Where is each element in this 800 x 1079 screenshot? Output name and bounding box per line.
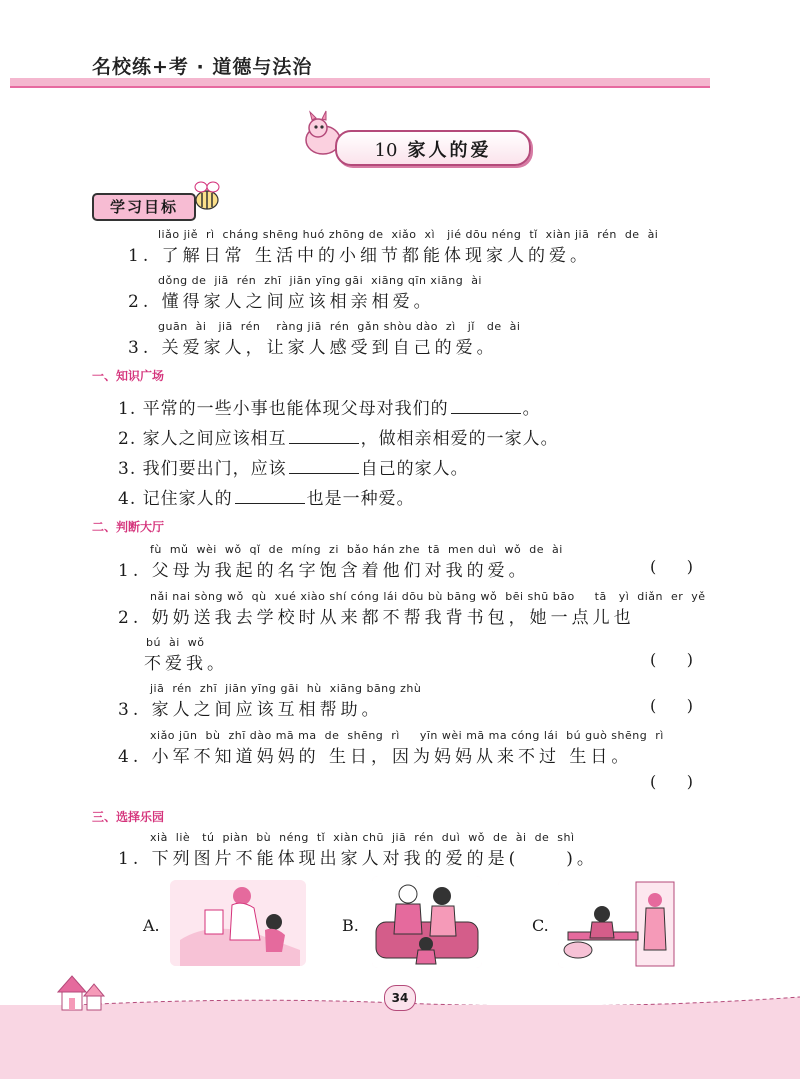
goals-label: 学习目标	[92, 193, 196, 221]
judge-4-text: 4. 小军不知道妈妈的 生日，因为妈妈从来不过 生日。	[118, 747, 633, 767]
judge-3-text: 3. 家人之间应该互相帮助。	[118, 700, 383, 720]
option-b-label[interactable]: B.	[342, 916, 359, 935]
chapter-number: 10	[374, 140, 398, 161]
footer-band	[0, 1005, 800, 1079]
section1-item-1: 1. 平常的一些小事也能体现父母对我们的 。	[118, 399, 541, 419]
choice-1-text: 1. 下列图片不能体现出家人对我的爱的是( )。	[118, 849, 598, 869]
goal-3-pinyin: guān ài jiā rén ràng jiā rén gǎn shòu dào zì jǐ de ài	[158, 320, 521, 333]
option-c-label[interactable]: C.	[532, 916, 549, 935]
answer-blank[interactable]	[235, 487, 305, 504]
header-bar-line	[10, 86, 710, 88]
header-bar	[10, 78, 710, 86]
header-title: 名校练+考 · 道德与法治	[92, 56, 313, 78]
option-c-image[interactable]	[558, 880, 678, 968]
judge-2-text: 2. 奶奶送我去学校时从来都不帮我背书包，她一点儿也	[118, 608, 635, 628]
option-a-image[interactable]	[170, 880, 306, 966]
option-a-label[interactable]: A.	[143, 916, 160, 935]
chapter-banner	[335, 130, 531, 166]
chapter-title: 家人的爱	[407, 140, 492, 161]
judge-2-pinyin-line2: bú ài wǒ	[146, 636, 205, 649]
judge-3-pinyin: jiā rén zhī jiān yīng gāi hù xiāng bāng zhù	[150, 682, 422, 695]
answer-blank[interactable]	[451, 397, 521, 414]
choice-1-pinyin: xià liè tú piàn bù néng tǐ xiàn chū jiā rén duì wǒ de ài de shì	[150, 831, 575, 844]
section3-title: 三、选择乐园	[92, 810, 165, 824]
goal-1-text: 1. 了解日常 生活中的小细节都能体现家人的爱。	[128, 246, 592, 266]
section1-item-4: 4. 记住家人的 也是一种爱。	[118, 489, 415, 509]
goal-1-pinyin: liǎo jiě rì cháng shēng huó zhōng de xiǎo xì jié dōu néng tǐ xiàn jiā rén de ài	[158, 228, 659, 241]
judge-1-pinyin: fù mǔ wèi wǒ qǐ de míng zi bǎo hán zhe tā men duì wǒ de ài	[150, 543, 563, 556]
judge-1-text: 1. 父母为我起的名字饱含着他们对我的爱。	[118, 561, 530, 581]
judge-3-answer[interactable]: ( )	[650, 696, 693, 715]
goal-3-text: 3. 关爱家人，让家人感受到自己的爱。	[128, 338, 498, 358]
section1-item-2: 2. 家人之间应该相互 ，做相亲相爱的一家人。	[118, 429, 559, 449]
judge-4-answer[interactable]: ( )	[650, 772, 693, 791]
answer-blank[interactable]	[289, 427, 359, 444]
judge-2-pinyin: nǎi nai sòng wǒ qù xué xiào shí cóng lái dōu bù bāng wǒ bēi shū bāo tā yì diǎn er yě	[150, 590, 706, 603]
section1-title: 一、知识广场	[92, 369, 165, 383]
page-number: 34	[384, 985, 416, 1011]
judge-2-text-line2: 不爱我。	[144, 654, 228, 674]
bee-icon	[190, 178, 224, 214]
judge-1-answer[interactable]: ( )	[650, 557, 693, 576]
house-icon	[54, 970, 110, 1015]
section1-item-3: 3. 我们要出门，应该 自己的家人。	[118, 459, 469, 479]
answer-blank[interactable]	[289, 457, 359, 474]
judge-2-answer[interactable]: ( )	[650, 650, 693, 669]
judge-4-pinyin: xiǎo jūn bù zhī dào mā ma de shēng rì yīn wèi mā ma cóng lái bú guò shēng rì	[150, 729, 664, 742]
option-b-image[interactable]	[372, 876, 482, 968]
goal-2-pinyin: dǒng de jiā rén zhī jiān yīng gāi xiāng qīn xiāng ài	[158, 274, 482, 287]
section2-title: 二、判断大厅	[92, 520, 165, 534]
goal-2-text: 2. 懂得家人之间应该相亲相爱。	[128, 292, 435, 312]
